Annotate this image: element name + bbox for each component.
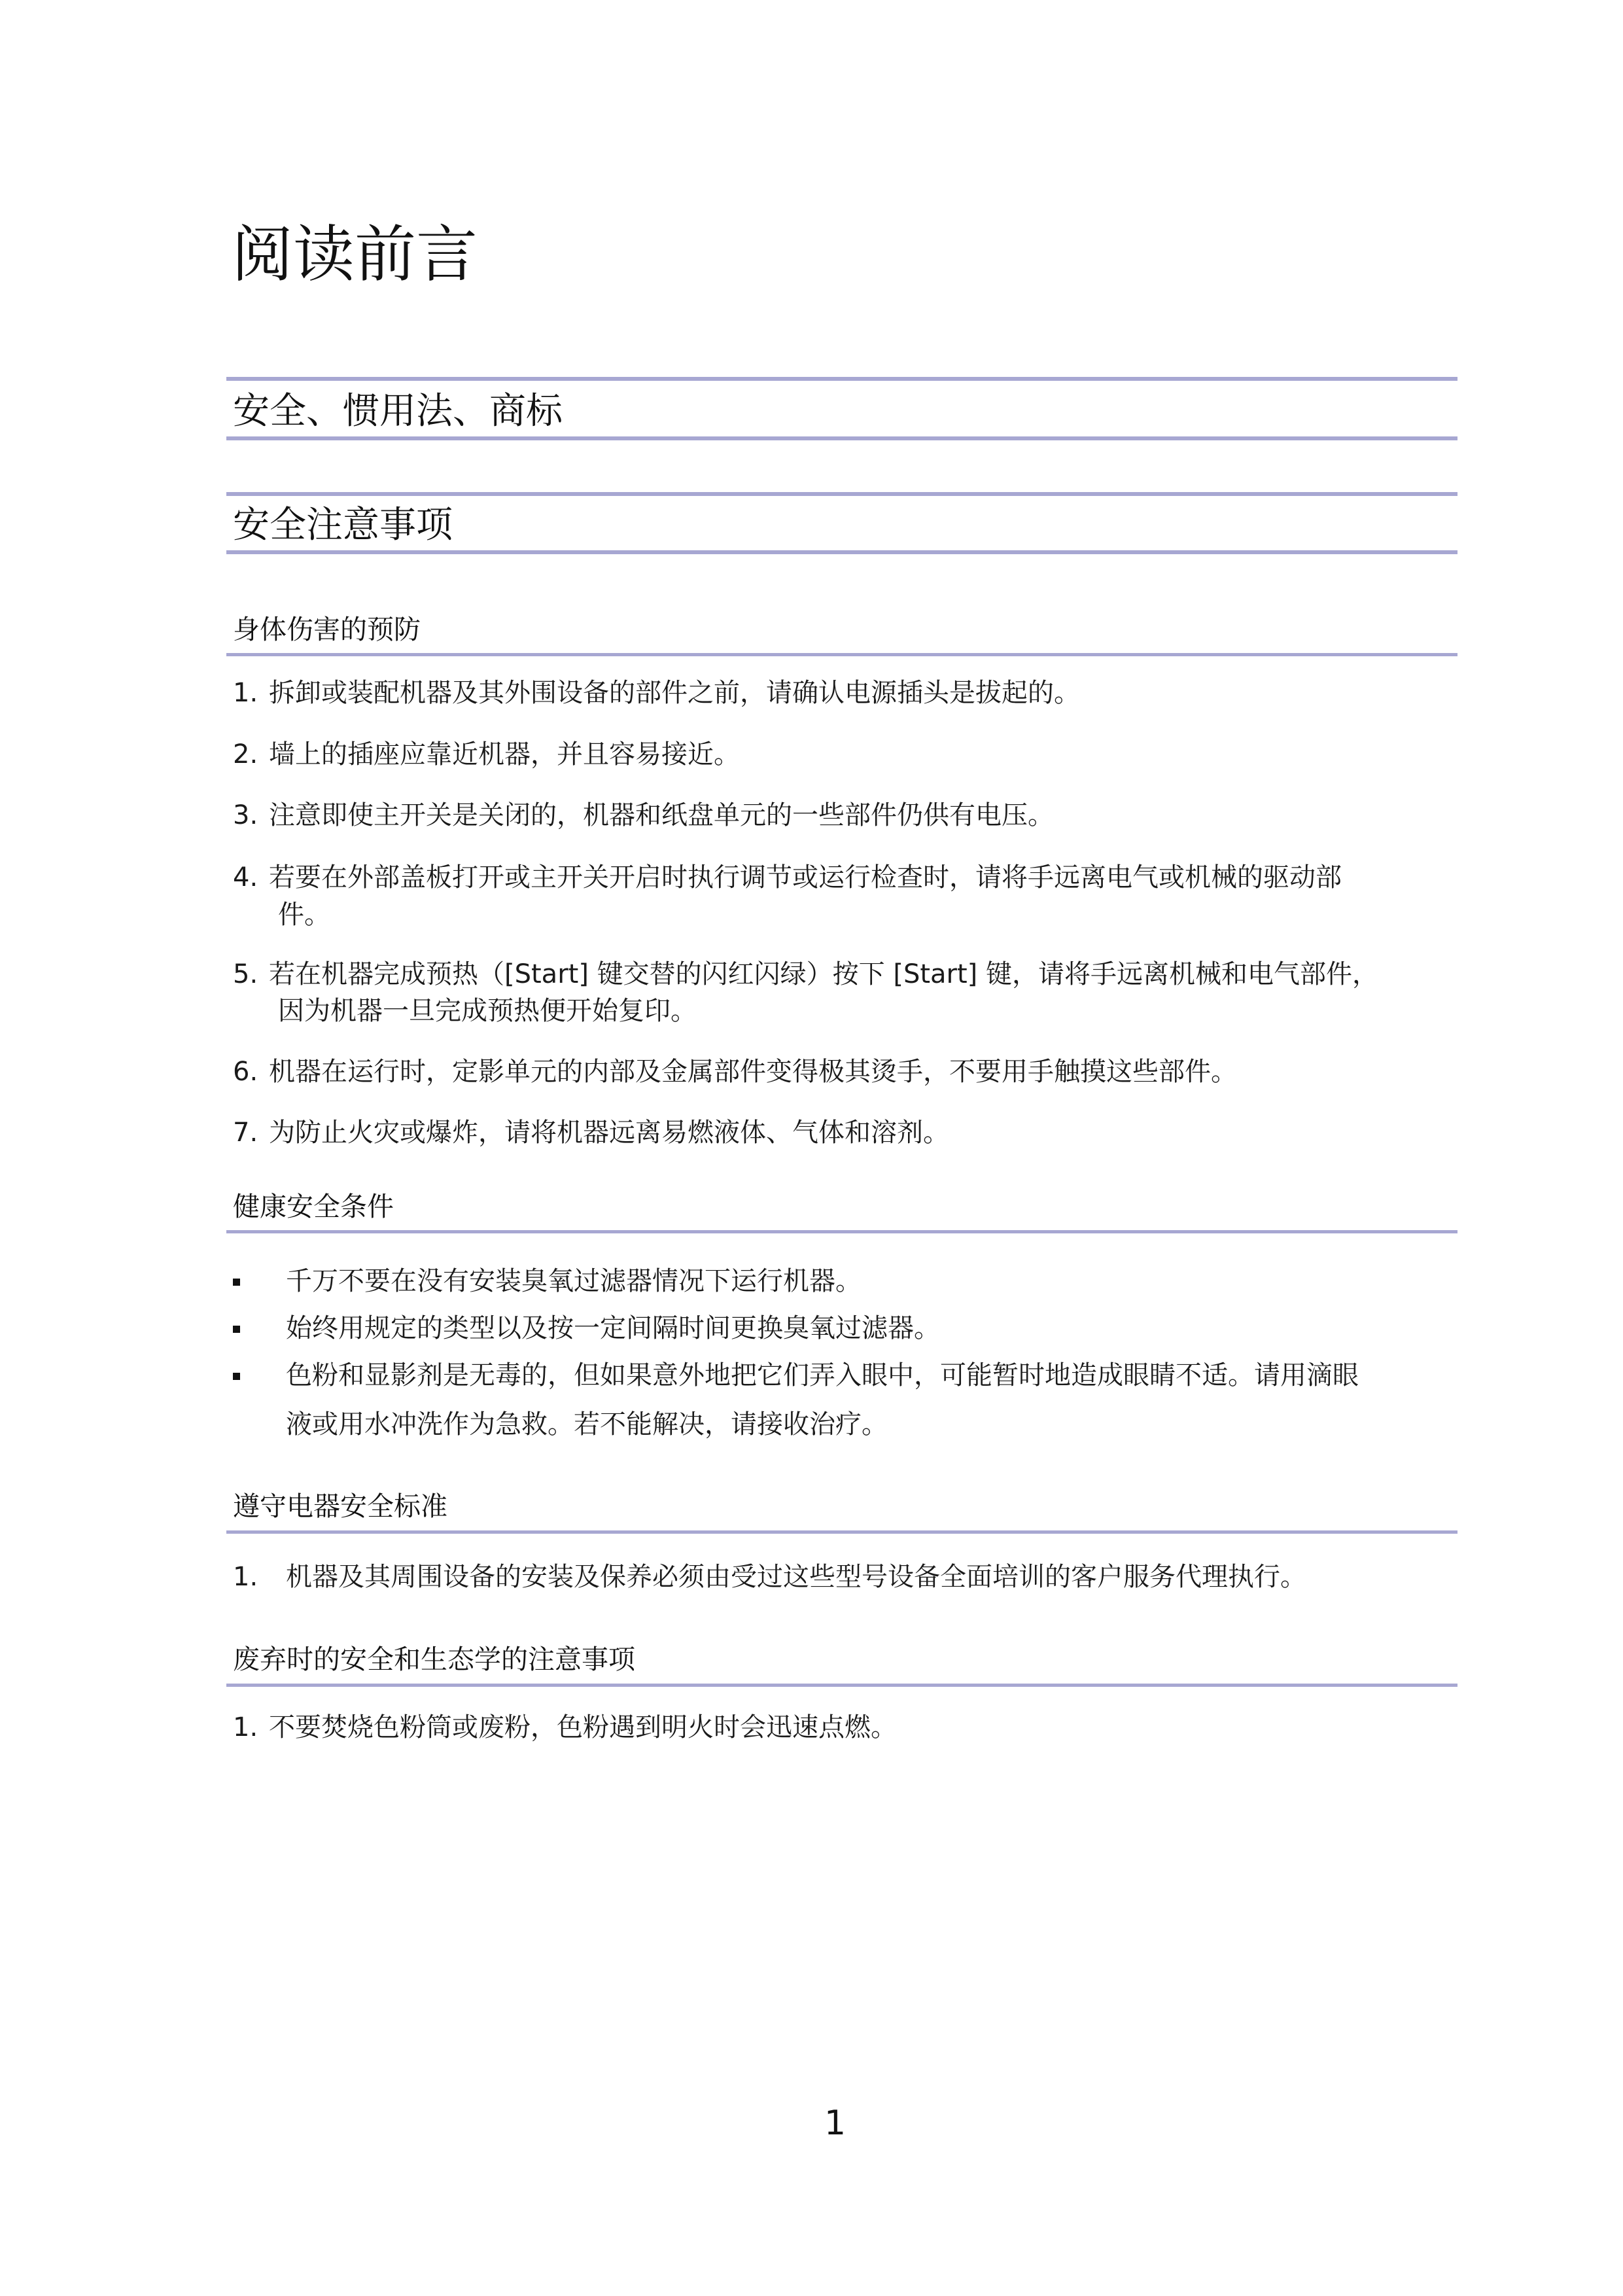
section-rule (226, 1230, 1457, 1233)
list-item-text: 注意即使主开关是关闭的，机器和纸盘单元的一些部件仍供有电压。 (269, 800, 1054, 830)
chapter-heading-safety-precautions: 安全注意事项 (233, 504, 453, 546)
section-rule (226, 1684, 1457, 1687)
chapter-rule-top (226, 492, 1457, 496)
list-item-number: 1. (233, 1712, 258, 1742)
bullet-icon (233, 1373, 240, 1380)
list-item-number: 6. (233, 1057, 258, 1087)
list-item-number: 1. (233, 1562, 258, 1592)
list-item-text: 为防止火灾或爆炸，请将机器远离易燃液体、气体和溶剂。 (269, 1118, 949, 1148)
list-item-text: 始终用规定的类型以及按一定间隔时间更换臭氧过滤器。 (286, 1313, 940, 1343)
bullet-icon (233, 1279, 240, 1286)
list-item-number: 7. (233, 1118, 258, 1148)
section-rule (226, 1530, 1457, 1534)
chapter-heading-safety-conventions-trademarks: 安全、惯用法、商标 (233, 390, 563, 433)
section-heading-disposal-safety: 废弃时的安全和生态学的注意事项 (233, 1644, 635, 1675)
list-item-text: 色粉和显影剂是无毒的，但如果意外地把它们弄入眼中，可能暂时地造成眼睛不适。请用滴眼 (286, 1360, 1359, 1390)
list-item-text: 因为机器一旦完成预热便开始复印。 (278, 996, 697, 1026)
chapter-rule-bottom (226, 550, 1457, 554)
bullet-icon (233, 1326, 240, 1333)
chapter-rule-top (226, 377, 1457, 381)
page-title: 阅读前言 (232, 219, 478, 291)
list-item-text: 机器及其周围设备的安装及保养必须由受过这些型号设备全面培训的客户服务代理执行。 (286, 1562, 1306, 1592)
list-item-number: 1. (233, 678, 258, 708)
list-item-text: 若在机器完成预热（[Start] 键交替的闪红闪绿）按下 [Start] 键，请将手远离机械和电气部件， (269, 959, 1378, 989)
list-item-text: 墙上的插座应靠近机器，并且容易接近。 (269, 739, 740, 769)
list-item-text: 液或用水冲洗作为急救。若不能解决，请接收治疗。 (286, 1409, 888, 1439)
page-number: 1 (824, 2104, 846, 2143)
list-item-text: 不要焚烧色粉筒或废粉，色粉遇到明火时会迅速点燃。 (269, 1712, 897, 1742)
section-heading-health-safety: 健康安全条件 (233, 1191, 394, 1222)
list-item-text: 拆卸或装配机器及其外围设备的部件之前，请确认电源插头是拔起的。 (269, 678, 1080, 708)
list-item-number: 3. (233, 800, 258, 830)
list-item-number: 2. (233, 739, 258, 769)
list-item-number: 4. (233, 862, 258, 892)
list-item-text: 千万不要在没有安装臭氧过滤器情况下运行机器。 (286, 1266, 862, 1296)
list-item-text: 件。 (278, 900, 330, 930)
list-item-number: 5. (233, 959, 258, 989)
chapter-rule-bottom (226, 436, 1457, 440)
section-heading-electrical-safety: 遵守电器安全标准 (233, 1491, 447, 1522)
section-heading-injury-prevention: 身体伤害的预防 (233, 614, 421, 645)
list-item-text: 机器在运行时，定影单元的内部及金属部件变得极其烫手，不要用手触摸这些部件。 (269, 1057, 1237, 1087)
list-item-text: 若要在外部盖板打开或主开关开启时执行调节或运行检查时，请将手远离电气或机械的驱动部 (269, 862, 1342, 892)
section-rule (226, 653, 1457, 656)
